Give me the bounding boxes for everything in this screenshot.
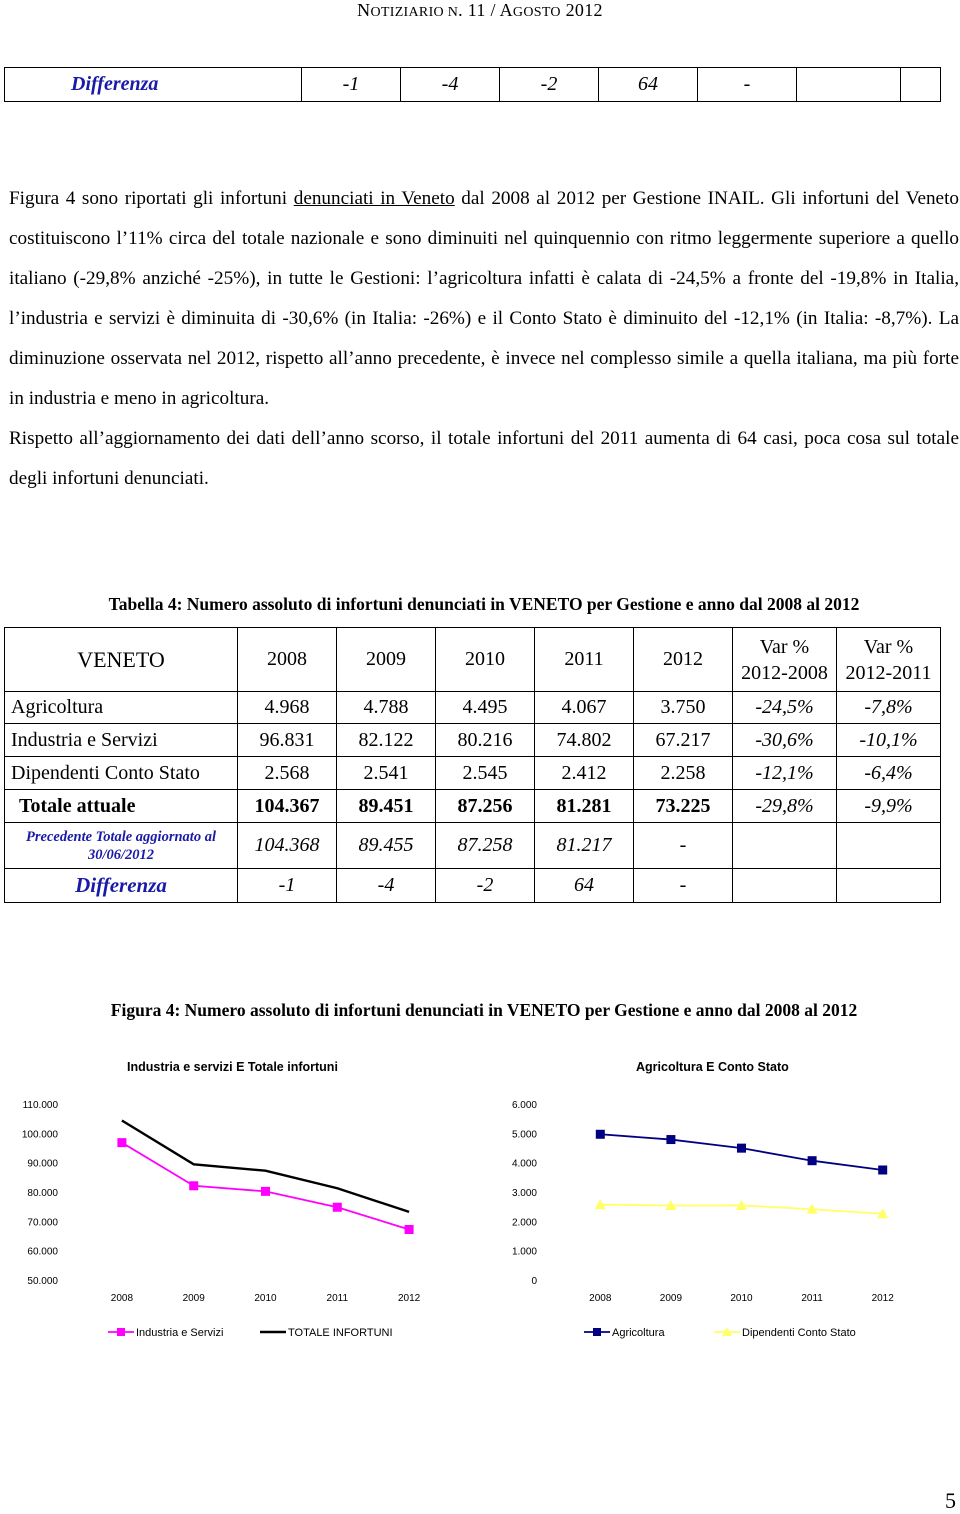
cell: 4.788 — [337, 692, 436, 724]
data-point — [333, 1203, 342, 1212]
cell — [837, 823, 941, 869]
diff-cell: 64 — [599, 68, 698, 102]
x-tick-label: 2011 — [326, 1293, 349, 1304]
data-point — [261, 1187, 270, 1196]
x-tick-label: 2010 — [730, 1293, 753, 1304]
diff-cell: -4 — [401, 68, 500, 102]
row-label: Precedente Totale aggiornato al 30/06/2012 — [5, 823, 238, 869]
cell: 73.225 — [634, 790, 733, 823]
row-label: Agricoltura — [5, 692, 238, 724]
legend-label: Dipendenti Conto Stato — [742, 1327, 856, 1339]
cell: 4.495 — [436, 692, 535, 724]
cell: 2.545 — [436, 757, 535, 790]
page-number: 5 — [945, 1488, 956, 1513]
chart-1-title: Industria e servizi E Totale infortuni — [127, 1060, 338, 1074]
header-part: N — [357, 0, 371, 20]
x-tick-label: 2012 — [871, 1293, 894, 1304]
data-point — [878, 1166, 887, 1175]
data-point — [596, 1130, 605, 1139]
chart-agricoltura-contostato — [480, 1090, 960, 1350]
cell — [733, 869, 837, 903]
cell: -24,5% — [733, 692, 837, 724]
data-point — [405, 1225, 414, 1234]
x-tick-label: 2009 — [659, 1293, 683, 1304]
cell: 80.216 — [436, 724, 535, 757]
underlined-text: denunciati in Veneto — [293, 188, 455, 209]
cell: -1 — [238, 869, 337, 903]
cell: 67.217 — [634, 724, 733, 757]
paragraph-1 — [9, 179, 959, 419]
legend-label: TOTALE INFORTUNI — [288, 1327, 393, 1339]
table-total-row — [5, 790, 941, 823]
header-part: OTIZIARIO N — [370, 5, 459, 20]
cell: -30,6% — [733, 724, 837, 757]
cell: 2.541 — [337, 757, 436, 790]
legend-label: Industria e Servizi — [136, 1327, 224, 1339]
legend-swatch-marker — [117, 1328, 125, 1336]
cell — [837, 869, 941, 903]
header-line: Var % — [863, 635, 914, 658]
cell: -9,9% — [837, 790, 941, 823]
cell: 2.412 — [535, 757, 634, 790]
cell: -10,1% — [837, 724, 941, 757]
cell: 64 — [535, 869, 634, 903]
header-line: 2012-2008 — [741, 661, 828, 684]
y-tick-label: 0 — [531, 1276, 537, 1287]
table-diff-row — [5, 869, 941, 903]
cell: 96.831 — [238, 724, 337, 757]
text-run: Figura 4 sono riportati gli infortuni — [9, 188, 294, 209]
y-tick-label: 6.000 — [511, 1100, 537, 1111]
cell: 3.750 — [634, 692, 733, 724]
cell: -4 — [337, 869, 436, 903]
y-tick-label: 5.000 — [511, 1129, 537, 1141]
table-row — [5, 692, 941, 724]
header-cell-var — [837, 628, 941, 692]
chart-industria-totale — [0, 1090, 480, 1350]
cell: 4.968 — [238, 692, 337, 724]
header-cell: VENETO — [5, 628, 238, 692]
header-cell: 2009 — [337, 628, 436, 692]
page-header — [0, 0, 960, 21]
cell: -6,4% — [837, 757, 941, 790]
row-label: Differenza — [5, 869, 238, 903]
cell: -29,8% — [733, 790, 837, 823]
y-tick-label: 1.000 — [511, 1246, 537, 1258]
cell: 4.067 — [535, 692, 634, 724]
series-line — [122, 1143, 409, 1230]
y-tick-label: 90.000 — [27, 1158, 58, 1170]
data-point — [808, 1156, 817, 1165]
body-text — [9, 179, 959, 499]
cell: 82.122 — [337, 724, 436, 757]
previous-table-diff-row — [4, 67, 941, 102]
y-tick-label: 50.000 — [27, 1276, 58, 1287]
table-title: Tabella 4: Numero assoluto di infortuni denunciati in VENETO per Gestione e anno dal 2008 al 2012 — [108, 594, 860, 614]
header-cell: 2008 — [238, 628, 337, 692]
row-label: Industria e Servizi — [5, 724, 238, 757]
diff-cell: -1 — [302, 68, 401, 102]
data-point — [189, 1181, 198, 1190]
y-tick-label: 100.000 — [21, 1129, 58, 1141]
legend-label: Agricoltura — [612, 1327, 665, 1339]
y-tick-label: 4.000 — [511, 1158, 537, 1170]
cell: 104.367 — [238, 790, 337, 823]
header-part: . 11 / A — [458, 0, 513, 20]
chart-2-title: Agricoltura E Conto Stato — [636, 1060, 789, 1074]
y-tick-label: 80.000 — [27, 1188, 58, 1199]
table-row — [5, 757, 941, 790]
diff-cell: - — [698, 68, 797, 102]
x-tick-label: 2012 — [397, 1293, 421, 1304]
y-tick-label: 3.000 — [511, 1188, 537, 1199]
cell: 74.802 — [535, 724, 634, 757]
table-header-row — [5, 628, 941, 692]
y-tick-label: 60.000 — [27, 1246, 58, 1258]
text-run: dal 2008 al 2012 per Gestione INAIL. Gli infortuni del Veneto costituiscono l’11% circa del totale nazionale e sono diminuiti nel quinquennio con ritmo leggermente superiore a quello italiano (-29,8% anziché -25%), in tutte le Gestioni: l’agricoltura infatti è calata di -24,5% a fronte del -19,8% in Italia, l’industria e servizi è diminuita di -30,6% (in Italia: -26%) e il Conto Stato è diminuito del -12,1% (in Italia: -8,7%). La diminuzione osservata nel 2012, rispetto all’anno precedente, è invece nel complesso simile a quella italiana, ma più forte in industria e meno in agricoltura. — [9, 188, 960, 409]
diff-cell: -2 — [500, 68, 599, 102]
diff-label: Differenza — [5, 68, 302, 102]
header-cell-var — [733, 628, 837, 692]
cell: - — [634, 823, 733, 869]
cell: 81.281 — [535, 790, 634, 823]
x-tick-label: 2008 — [589, 1293, 612, 1304]
header-cell: 2011 — [535, 628, 634, 692]
header-part: GOSTO — [512, 5, 561, 20]
y-tick-label: 2.000 — [511, 1217, 537, 1229]
cell: 81.217 — [535, 823, 634, 869]
cell: 2.568 — [238, 757, 337, 790]
cell — [733, 823, 837, 869]
row-label: Totale attuale — [5, 790, 238, 823]
y-tick-label: 110.000 — [22, 1100, 58, 1111]
cell: 104.368 — [238, 823, 337, 869]
x-tick-label: 2011 — [801, 1293, 823, 1304]
figure-title: Figura 4: Numero assoluto di infortuni denunciati in VENETO per Gestione e anno dal 2008 al 2012 — [110, 1000, 858, 1020]
series-line — [122, 1121, 409, 1212]
cell: -7,8% — [837, 692, 941, 724]
diff-cell — [797, 68, 901, 102]
y-tick-label: 70.000 — [27, 1217, 58, 1229]
cell: 2.258 — [634, 757, 733, 790]
header-line: 2012-2011 — [845, 661, 932, 684]
cell: 89.455 — [337, 823, 436, 869]
header-part: 2012 — [560, 0, 603, 20]
table-row — [5, 724, 941, 757]
data-point — [117, 1138, 126, 1147]
paragraph-2: Rispetto all’aggiornamento dei dati dell’anno scorso, il totale infortuni del 2011 aumenta di 64 casi, poca cosa sul totale degli infortuni denunciati. — [9, 428, 959, 489]
diff-cell — [901, 68, 941, 102]
table-previous-row — [5, 823, 941, 869]
cell: 87.256 — [436, 790, 535, 823]
cell: 87.258 — [436, 823, 535, 869]
header-cell: 2012 — [634, 628, 733, 692]
row-label: Dipendenti Conto Stato — [5, 757, 238, 790]
cell: 89.451 — [337, 790, 436, 823]
x-tick-label: 2009 — [182, 1293, 205, 1304]
data-table — [4, 627, 941, 903]
legend-swatch-marker — [593, 1328, 601, 1336]
cell: -12,1% — [733, 757, 837, 790]
cell: -2 — [436, 869, 535, 903]
header-line: Var % — [759, 635, 810, 658]
data-point — [666, 1135, 675, 1144]
header-cell: 2010 — [436, 628, 535, 692]
x-tick-label: 2010 — [254, 1293, 277, 1304]
data-point — [737, 1144, 746, 1153]
x-tick-label: 2008 — [110, 1293, 134, 1304]
cell: - — [634, 869, 733, 903]
